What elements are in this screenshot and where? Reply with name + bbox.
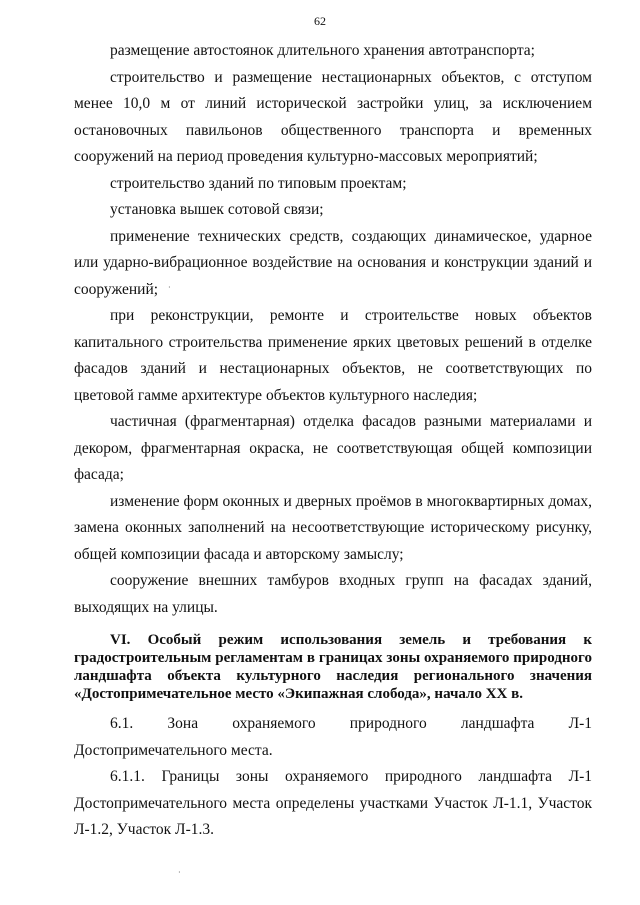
subsection-6-1-1: 6.1.1. Границы зоны охраняемого природного ландшафта Л-1 Достопримечательного места определены участками Участок Л-1.1, Участок Л-1.2, Участок Л-1.3. — [74, 768, 592, 838]
paragraph-window-openings: изменение форм оконных и дверных проёмов в многоквартирных домах, замена оконных заполнений на несоответствующие историческому рисунку, общей композиции фасада и авторскому замыслу; — [74, 492, 592, 563]
paragraph-vibration: применение технических средств, создающих динамическое, ударное или ударно-вибрационное воздействие на основания и конструкции зданий и сооружений; — [74, 227, 592, 298]
section-heading: VI. Особый режим использования земель и требования к градостроительным регламентам в границах зоны охраняемого природного ландшафта объекта культурного наследия регионального значения «Достопримечательное место «Экипажная слобода», начало XX в. — [74, 632, 592, 702]
paragraph-parking: размещение автостоянок длительного хранения автотранспорта; — [110, 42, 535, 59]
scan-speck: · — [168, 283, 171, 292]
paragraph-nonstationary-objects: строительство и размещение нестационарных объектов, с отступом менее 10,0 м от линий исторической застройки улиц, за исключением остановочных павильонов общественного транспорта и временных сооружений на период проведения культурно-массовых мероприятий; — [74, 68, 592, 165]
paragraph-cell-towers: установка вышек сотовой связи; — [110, 201, 324, 218]
scan-speck: · — [178, 868, 181, 877]
paragraph-facade-finishing: частичная (фрагментарная) отделка фасадов разными материалами и декором, фрагментарная окраска, не соответствующая общей композиции фасада; — [74, 413, 592, 483]
paragraph-typical-projects: строительство зданий по типовым проектам; — [110, 174, 407, 192]
subsection-6-1: 6.1. Зона охраняемого природного ландшафта Л-1 Достопримечательного места. — [74, 715, 592, 759]
paragraph-bright-colors: при реконструкции, ремонте и строительстве новых объектов капитального строительства применение ярких цветовых решений в отделке фасадов зданий и нестационарных объектов, не соответствующих по цветовой гамме архитектуре объектов культурного наследия; — [74, 307, 592, 404]
document-body — [74, 38, 592, 844]
paragraph-vestibules: сооружение внешних тамбуров входных групп на фасадах зданий, выходящих на улицы. — [74, 572, 592, 616]
page-number: 62 — [314, 14, 326, 28]
